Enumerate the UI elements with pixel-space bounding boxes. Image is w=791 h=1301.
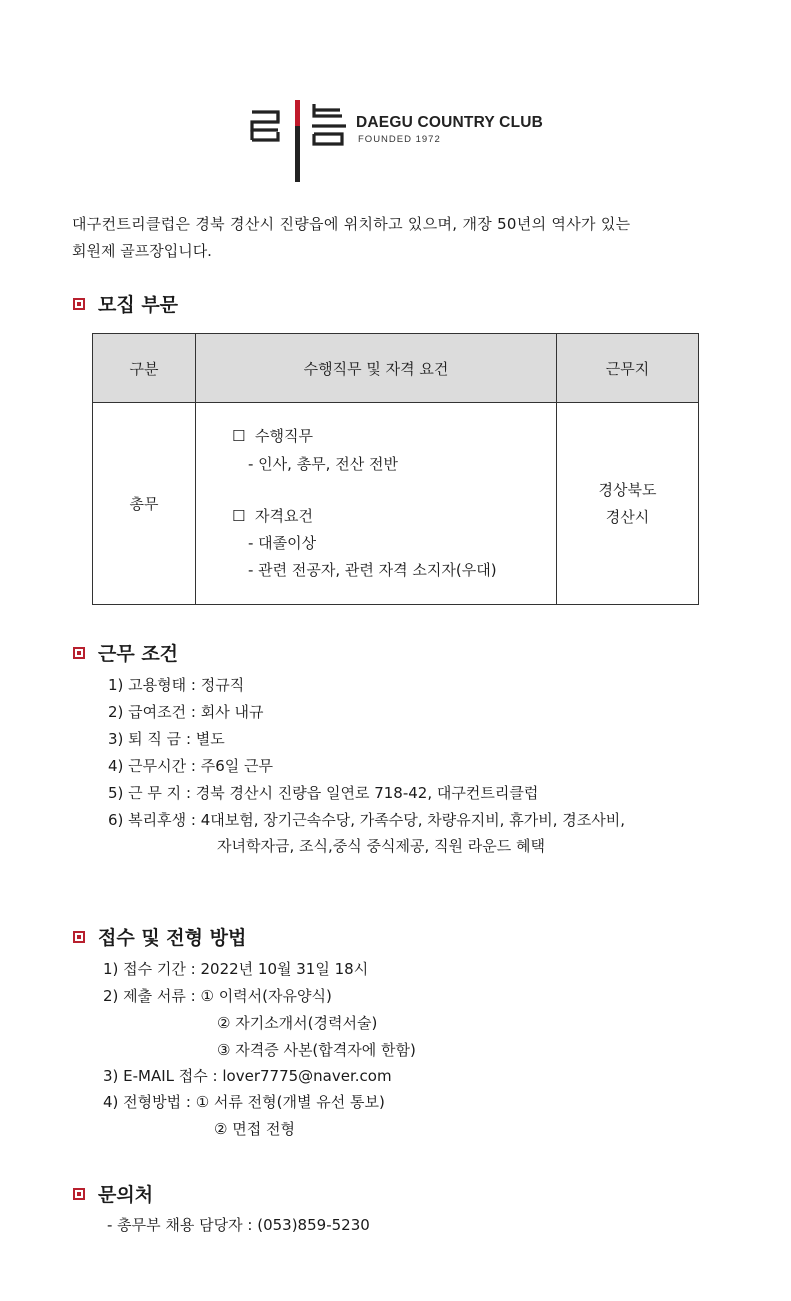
col-header-category: 구분 [93,334,196,403]
application-item: 2) 제출 서류 : ① 이력서(자유양식) [103,987,332,1005]
intro-text [72,211,712,265]
intro-line-1: 대구컨트리클럽은 경북 경산시 진량읍에 위치하고 있으며, 개장 50년의 역사가 있는 [72,215,631,233]
location-line-1: 경상북도 [598,480,657,499]
condition-item: 2) 급여조건 : 회사 내규 [108,703,264,721]
checkbox-icon: ☐ [232,427,246,445]
condition-item-continued: 자녀학자금, 조식,중식 중식제공, 직원 라운드 혜택 [217,837,545,855]
club-logo [250,100,570,182]
section-conditions-title: 근무 조건 [98,643,179,665]
condition-item: 5) 근 무 지 : 경북 경산시 진량읍 일연로 718-42, 대구컨트리클럽 [108,784,539,802]
application-item-continued: ② 면접 전형 [214,1120,295,1138]
col-header-duties: 수행직무 및 자격 요건 [196,334,557,403]
cell-duties [196,403,557,605]
section-contact-heading [73,1180,153,1207]
section-application-title: 접수 및 전형 방법 [98,927,247,949]
qual-item: - 대졸이상 [248,534,317,552]
section-application-heading [73,923,246,950]
qual-item: - 관련 전공자, 관련 자격 소지자(우대) [248,561,497,579]
condition-item: 3) 퇴 직 금 : 별도 [108,730,225,748]
qual-title: ☐ 자격요건 [232,507,313,525]
section-recruit-title: 모집 부문 [98,294,179,316]
col-header-location: 근무지 [557,334,699,403]
application-item: 1) 접수 기간 : 2022년 10월 31일 18시 [103,960,369,978]
square-bullet-icon [73,931,85,943]
recruit-table [92,333,699,605]
cell-location [557,403,699,605]
application-item-continued: ② 자기소개서(경력서술) [217,1014,378,1032]
section-recruit-heading [73,290,178,317]
logo-name: DAEGU COUNTRY CLUB [356,114,544,131]
condition-item: 1) 고용형태 : 정규직 [108,676,245,694]
section-conditions-heading [73,639,178,666]
condition-item: 6) 복리후생 : 4대보험, 장기근속수당, 가족수당, 차량유지비, 휴가비, 경조사비, [108,811,625,829]
contact-info: - 총무부 채용 담당자 : (053)859-5230 [107,1216,370,1234]
duty-item: - 인사, 총무, 전산 전반 [248,455,398,473]
application-item: 4) 전형방법 : ① 서류 전형(개별 유선 통보) [103,1093,385,1111]
intro-line-2: 회원제 골프장입니다. [72,242,212,260]
condition-item: 4) 근무시간 : 주6일 근무 [108,757,273,775]
application-item-continued: ③ 자격증 사본(합격자에 한함) [217,1041,416,1059]
club-emblem-icon [250,100,350,182]
cell-category: 총무 [93,403,196,605]
square-bullet-icon [73,647,85,659]
location-line-2: 경산시 [605,507,650,526]
checkbox-icon: ☐ [232,507,246,525]
square-bullet-icon [73,298,85,310]
duty-title: ☐ 수행직무 [232,427,313,445]
logo-founded: FOUNDED 1972 [358,134,441,145]
section-contact-title: 문의처 [98,1184,154,1206]
application-item: 3) E-MAIL 접수 : lover7775@naver.com [103,1067,392,1085]
square-bullet-icon [73,1188,85,1200]
